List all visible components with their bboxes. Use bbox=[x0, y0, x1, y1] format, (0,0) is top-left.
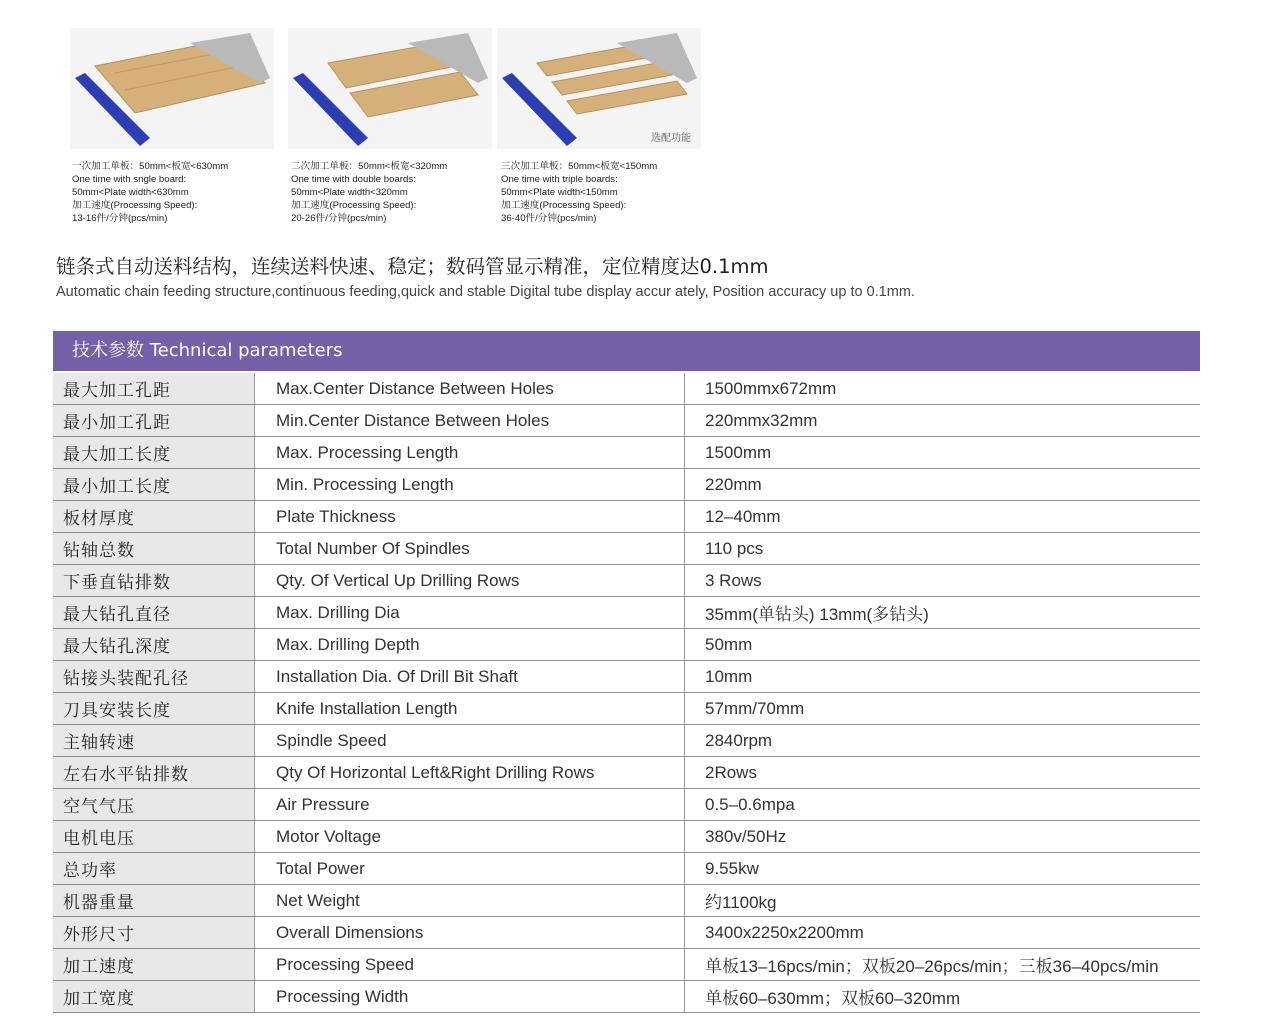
param-name-en: Max. Drilling Depth bbox=[255, 629, 685, 661]
param-name-en: Processing Width bbox=[255, 981, 685, 1013]
table-row bbox=[53, 981, 1200, 1013]
table-row bbox=[53, 373, 1200, 405]
caption-line: 50mm<Plate width<150mm bbox=[501, 187, 618, 198]
caption-line: 加工速度(Processing Speed): bbox=[501, 200, 627, 211]
param-name-en: Min.Center Distance Between Holes bbox=[255, 405, 685, 437]
param-name-en: Max.Center Distance Between Holes bbox=[255, 373, 685, 405]
param-name-cn: 板材厚度 bbox=[53, 501, 255, 533]
param-name-en: Plate Thickness bbox=[255, 501, 685, 533]
caption-line: 加工速度(Processing Speed): bbox=[72, 200, 198, 211]
table-row bbox=[53, 405, 1200, 437]
param-name-en: Processing Speed bbox=[255, 949, 685, 981]
param-name-en: Qty Of Horizontal Left&Right Drilling Rows bbox=[255, 757, 685, 789]
param-value: 单板13–16pcs/min；双板20–26pcs/min；三板36–40pcs/min bbox=[685, 949, 1201, 981]
param-value: 约1100kg bbox=[685, 885, 1201, 917]
param-name-cn: 总功率 bbox=[53, 853, 255, 885]
caption-line: One time with sngle board: bbox=[72, 174, 187, 185]
param-name-cn: 外形尺寸 bbox=[53, 917, 255, 949]
param-name-cn: 最大钻孔深度 bbox=[53, 629, 255, 661]
param-value: 10mm bbox=[685, 661, 1201, 693]
param-value: 1500mmx672mm bbox=[685, 373, 1201, 405]
caption-line: 一次加工单板：50mm<板宽<630mm bbox=[72, 161, 229, 172]
param-name-cn: 钻轴总数 bbox=[53, 533, 255, 565]
param-value: 220mmx32mm bbox=[685, 405, 1201, 437]
table-row bbox=[53, 533, 1200, 565]
caption-line: 50mm<Plate width<320mm bbox=[291, 187, 408, 198]
caption-triple-board bbox=[501, 160, 657, 225]
param-name-cn: 最小加工孔距 bbox=[53, 405, 255, 437]
board-illustrations bbox=[70, 28, 710, 153]
param-name-en: Qty. Of Vertical Up Drilling Rows bbox=[255, 565, 685, 597]
caption-double-board bbox=[291, 160, 447, 225]
param-name-en: Min. Processing Length bbox=[255, 469, 685, 501]
param-value: 3400x2250x2200mm bbox=[685, 917, 1201, 949]
table-row bbox=[53, 821, 1200, 853]
parameters-table bbox=[53, 373, 1200, 1013]
param-name-cn: 左右水平钻排数 bbox=[53, 757, 255, 789]
param-value: 110 pcs bbox=[685, 533, 1201, 565]
optional-feature-label: 选配功能 bbox=[651, 133, 691, 144]
param-value: 35mm(单钻头) 13mm(多钻头) bbox=[685, 597, 1201, 629]
param-name-en: Overall Dimensions bbox=[255, 917, 685, 949]
param-name-cn: 最大加工长度 bbox=[53, 437, 255, 469]
table-row bbox=[53, 693, 1200, 725]
param-name-en: Spindle Speed bbox=[255, 725, 685, 757]
param-name-en: Max. Processing Length bbox=[255, 437, 685, 469]
param-name-en: Motor Voltage bbox=[255, 821, 685, 853]
param-value: 380v/50Hz bbox=[685, 821, 1201, 853]
param-name-en: Knife Installation Length bbox=[255, 693, 685, 725]
headline-english: Automatic chain feeding structure,continuous feeding,quick and stable Digital tube display accur ately, Position accuracy up to 0.1mm. bbox=[56, 284, 915, 300]
param-name-cn: 最大加工孔距 bbox=[53, 373, 255, 405]
caption-line: 三次加工单板：50mm<板宽<150mm bbox=[501, 161, 658, 172]
param-name-cn: 下垂直钻排数 bbox=[53, 565, 255, 597]
param-name-en: Net Weight bbox=[255, 885, 685, 917]
table-row bbox=[53, 629, 1200, 661]
param-name-en: Air Pressure bbox=[255, 789, 685, 821]
param-name-en: Total Number Of Spindles bbox=[255, 533, 685, 565]
single-board-illustration bbox=[70, 28, 274, 149]
param-name-cn: 电机电压 bbox=[53, 821, 255, 853]
caption-line: 13-16件/分钟(pcs/min) bbox=[72, 213, 168, 224]
param-name-cn: 加工速度 bbox=[53, 949, 255, 981]
param-value: 9.55kw bbox=[685, 853, 1201, 885]
param-name-en: Total Power bbox=[255, 853, 685, 885]
param-value: 50mm bbox=[685, 629, 1201, 661]
param-value: 2840rpm bbox=[685, 725, 1201, 757]
param-value: 单板60–630mm；双板60–320mm bbox=[685, 981, 1201, 1013]
caption-line: One time with triple boards: bbox=[501, 174, 618, 185]
double-board-illustration bbox=[288, 28, 492, 149]
table-row bbox=[53, 437, 1200, 469]
param-value: 0.5–0.6mpa bbox=[685, 789, 1201, 821]
table-row bbox=[53, 885, 1200, 917]
param-value: 12–40mm bbox=[685, 501, 1201, 533]
param-name-cn: 加工宽度 bbox=[53, 981, 255, 1013]
param-name-cn: 主轴转速 bbox=[53, 725, 255, 757]
param-name-en: Max. Drilling Dia bbox=[255, 597, 685, 629]
table-row bbox=[53, 757, 1200, 789]
caption-line: 20-26件/分钟(pcs/min) bbox=[291, 213, 387, 224]
param-name-cn: 最大钻孔直径 bbox=[53, 597, 255, 629]
parameters-table-title: 技术参数 Technical parameters bbox=[53, 331, 1200, 371]
caption-line: 36-40件/分钟(pcs/min) bbox=[501, 213, 597, 224]
caption-line: One time with double boards: bbox=[291, 174, 416, 185]
param-name-cn: 空气气压 bbox=[53, 789, 255, 821]
param-value: 57mm/70mm bbox=[685, 693, 1201, 725]
table-row bbox=[53, 789, 1200, 821]
table-row bbox=[53, 725, 1200, 757]
param-value: 1500mm bbox=[685, 437, 1201, 469]
table-row bbox=[53, 949, 1200, 981]
table-row bbox=[53, 853, 1200, 885]
table-row bbox=[53, 661, 1200, 693]
param-name-en: Installation Dia. Of Drill Bit Shaft bbox=[255, 661, 685, 693]
param-name-cn: 最小加工长度 bbox=[53, 469, 255, 501]
table-row bbox=[53, 597, 1200, 629]
table-row bbox=[53, 469, 1200, 501]
param-value: 2Rows bbox=[685, 757, 1201, 789]
table-row bbox=[53, 501, 1200, 533]
param-name-cn: 钻接头装配孔径 bbox=[53, 661, 255, 693]
caption-line: 50mm<Plate width<630mm bbox=[72, 187, 189, 198]
param-value: 3 Rows bbox=[685, 565, 1201, 597]
triple-board-illustration bbox=[497, 28, 701, 149]
table-row bbox=[53, 565, 1200, 597]
table-row bbox=[53, 917, 1200, 949]
param-value: 220mm bbox=[685, 469, 1201, 501]
param-name-cn: 刀具安装长度 bbox=[53, 693, 255, 725]
caption-line: 加工速度(Processing Speed): bbox=[291, 200, 417, 211]
param-name-cn: 机器重量 bbox=[53, 885, 255, 917]
headline-chinese: 链条式自动送料结构，连续送料快速、稳定；数码管显示精准，定位精度达0.1mm bbox=[56, 255, 769, 278]
caption-single-board bbox=[72, 160, 228, 225]
caption-line: 二次加工单板：50mm<板宽<320mm bbox=[291, 161, 448, 172]
